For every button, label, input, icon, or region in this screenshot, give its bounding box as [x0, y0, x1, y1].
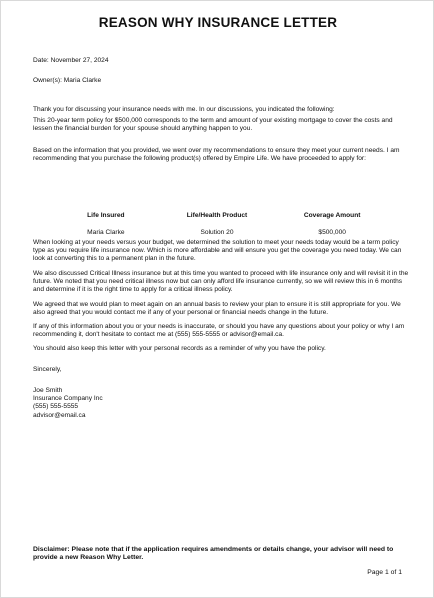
coverage-table-header [56, 212, 386, 229]
letter-date: Date: November 27, 2024 [33, 57, 109, 64]
header-coverage-amount: Coverage Amount [303, 212, 361, 219]
coverage-table [56, 212, 386, 236]
recommendation-paragraph: Based on the information that you provided, we went over my recommendations to ensure they meet your current needs. I am recommending that you purchase the following product(s) offered by Empire Life. We have proceeded to apply for: [33, 147, 400, 163]
needs-paragraph: This 20-year term policy for $500,000 corresponds to the term and amount of your existing mortgage to cover the costs and lessen the financial burden for your spouse should anything happen to you. [33, 117, 393, 133]
page-number: Page 1 of 1 [367, 569, 402, 576]
cell-coverage-amount: $500,000 [318, 229, 346, 236]
records-paragraph: You should also keep this letter with your personal records as a reminder of why you have the policy. [33, 345, 326, 352]
cell-product: Solution 20 [200, 229, 234, 236]
disclaimer: Disclaimer: Please note that if the application requires amendments or details change, your advisor will need to provide a new Reason Why Letter. [33, 546, 394, 562]
advisor-name: Joe Smith [33, 387, 63, 394]
contact-paragraph: If any of this information about you or your needs is inaccurate, or should you have any questions about your policy or why I am recommending it, don't hesitate to contact me at (555) 555-5555 or advisor@email.ca. [33, 323, 405, 339]
owner-line: Owner(s): Maria Clarke [33, 77, 102, 84]
advisor-phone: (555) 555-5555 [33, 403, 79, 411]
signature-block [33, 387, 409, 420]
critical-illness-paragraph: We also discussed Critical Illness insurance but at this time you wanted to proceed with life insurance only and will revisit it in the future. We noted that you need critical illness now but can only afford life insurance currently, so we will review this in 6 months and determine if it is the right time to apply for a critical illness policy. [33, 270, 409, 294]
closing-line: Sincerely, [33, 366, 62, 373]
solution-paragraph: When looking at your needs versus your budget, we determined the solution to meet your needs today would be a term policy type as you require life insurance now. Which is more affordable and will ensure you get the coverage you need today. We can look at converting this to a permanent plan in the future. [33, 239, 402, 263]
cell-life-insured: Maria Clarke [87, 229, 125, 236]
table-row [56, 229, 386, 236]
intro-paragraph: Thank you for discussing your insurance needs with me. In our discussions, you indicated the following: [33, 106, 335, 113]
header-product: Life/Health Product [186, 212, 248, 219]
header-life-insured: Life Insured [87, 212, 125, 219]
letter-title: REASON WHY INSURANCE LETTER [98, 15, 338, 30]
annual-review-paragraph: We agreed that we would plan to meet again on an annual basis to review your plan to ensure it is still appropriate for you. We also agreed that you would contact me if any of your personal or financial needs change in the future. [33, 301, 401, 317]
advisor-email: advisor@email.ca [33, 411, 86, 419]
advisor-company: Insurance Company Inc [33, 395, 103, 403]
